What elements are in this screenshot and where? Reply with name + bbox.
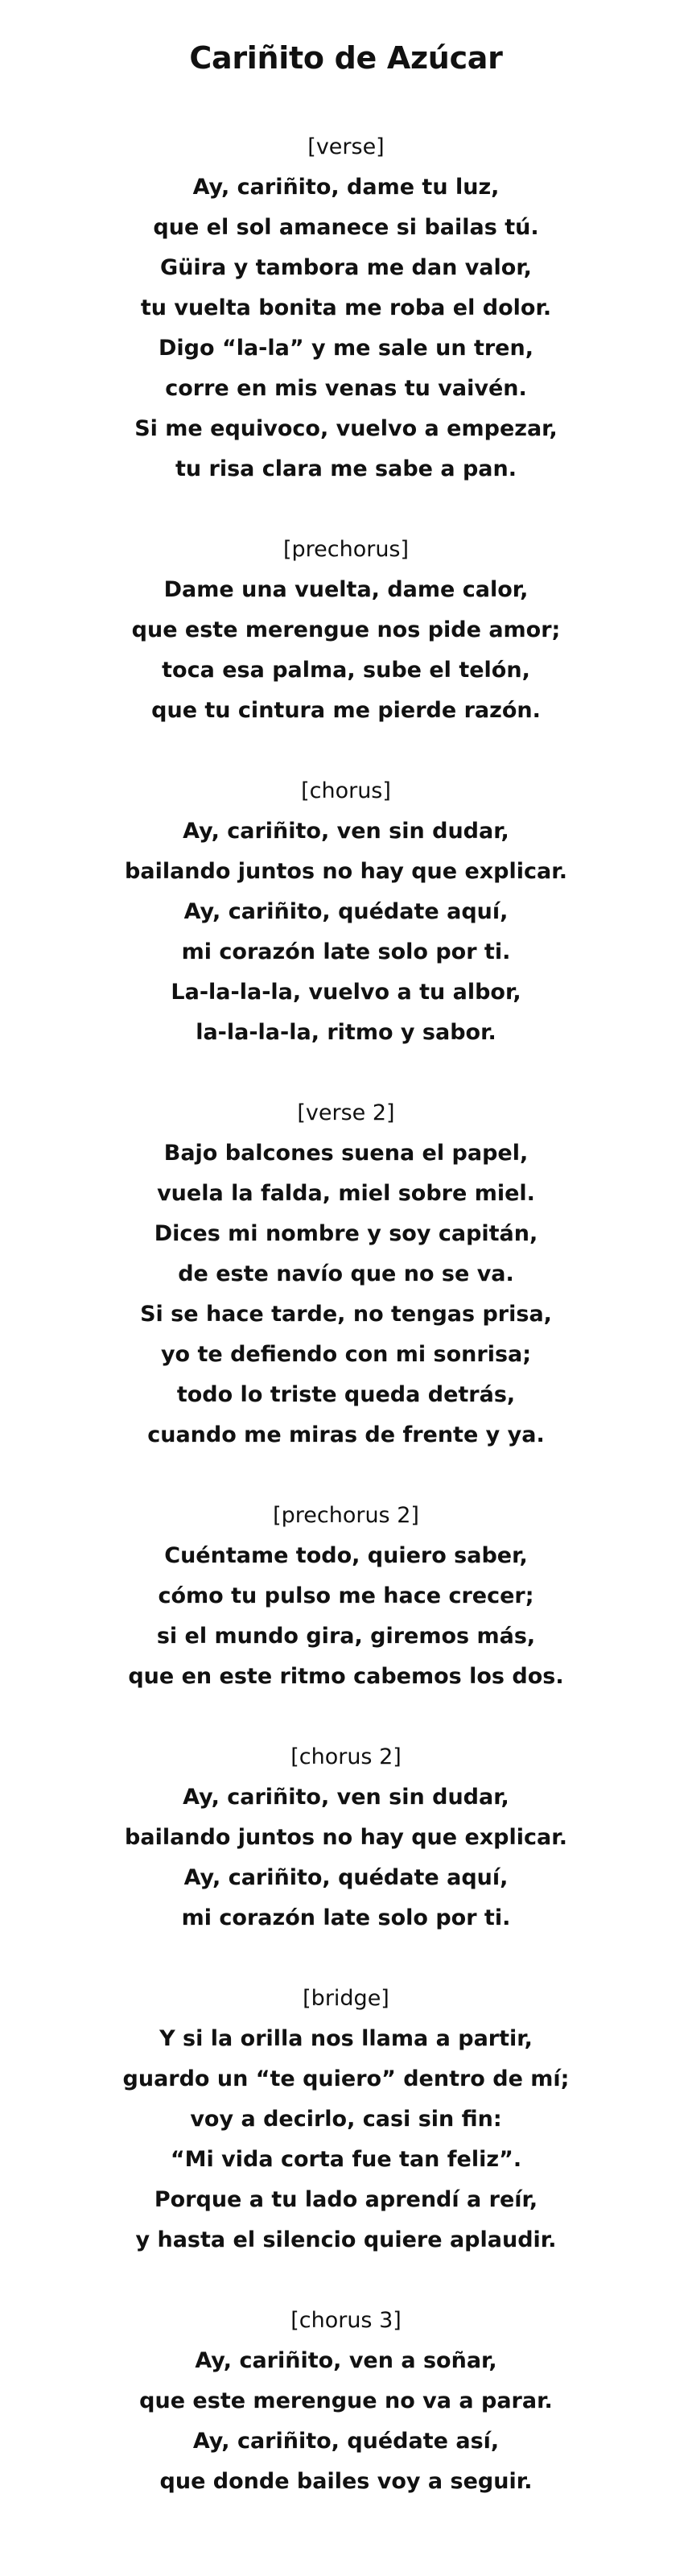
lyrics-section bbox=[0, 1979, 692, 2260]
lyric-line: Ay, cariñito, ven a soñar, bbox=[195, 2348, 497, 2373]
lyric-line: Güira y tambora me dan valor, bbox=[160, 255, 532, 280]
lyric-line: voy a decirlo, casi sin fin: bbox=[190, 2107, 502, 2132]
lyric-line: Si me equivoco, vuelvo a empezar, bbox=[134, 416, 558, 441]
lyric-line: si el mundo gira, giremos más, bbox=[156, 1624, 536, 1649]
lyric-line: que este merengue no va a parar. bbox=[139, 2388, 553, 2413]
lyric-line: cuando me miras de frente y ya. bbox=[147, 1422, 545, 1447]
lyric-line: “Mi vida corta fue tan feliz”. bbox=[170, 2147, 522, 2172]
lyric-line: tu risa clara me sabe a pan. bbox=[175, 456, 517, 481]
lyric-line: Ay, cariñito, dame tu luz, bbox=[192, 175, 500, 200]
lyrics-section bbox=[0, 1496, 692, 1697]
lyric-line: Dices mi nombre y soy capitán, bbox=[154, 1221, 538, 1246]
section-label: [chorus 2] bbox=[290, 1744, 402, 1769]
section-label: [verse 2] bbox=[297, 1100, 395, 1125]
lyric-line: de este navío que no se va. bbox=[178, 1261, 514, 1286]
section-label: [chorus 3] bbox=[290, 2308, 402, 2333]
lyric-line: Porque a tu lado aprendí a reír, bbox=[154, 2187, 538, 2212]
lyrics-section bbox=[0, 530, 692, 731]
lyrics-section bbox=[0, 1737, 692, 1938]
lyrics-section bbox=[0, 127, 692, 489]
section-label: [bridge] bbox=[303, 1986, 389, 2011]
lyric-line: Ay, cariñito, quédate aquí, bbox=[183, 899, 509, 924]
lyric-line: mi corazón late solo por ti. bbox=[181, 1905, 511, 1930]
lyric-line: La-la-la-la, vuelvo a tu albor, bbox=[171, 980, 521, 1005]
lyrics-section bbox=[0, 771, 692, 1053]
lyric-line: que este merengue nos pide amor; bbox=[131, 617, 561, 642]
lyric-line: Cuéntame todo, quiero saber, bbox=[164, 1543, 528, 1568]
song-title: Cariñito de Azúcar bbox=[189, 40, 503, 76]
lyric-line: Ay, cariñito, quédate así, bbox=[192, 2429, 500, 2454]
lyric-line: bailando juntos no hay que explicar. bbox=[125, 859, 567, 884]
lyric-line: cómo tu pulso me hace crecer; bbox=[158, 1583, 534, 1608]
lyrics-section bbox=[0, 2301, 692, 2502]
lyric-line: la-la-la-la, ritmo y sabor. bbox=[196, 1020, 496, 1045]
lyric-line: guardo un “te quiero” dentro de mí; bbox=[122, 2066, 570, 2091]
lyrics-body bbox=[0, 127, 692, 2502]
section-label: [prechorus] bbox=[282, 537, 410, 562]
lyric-line: Bajo balcones suena el papel, bbox=[163, 1141, 529, 1166]
lyric-line: Ay, cariñito, quédate aquí, bbox=[183, 1865, 509, 1890]
lyric-line: mi corazón late solo por ti. bbox=[181, 939, 511, 964]
lyric-line: que donde bailes voy a seguir. bbox=[159, 2469, 533, 2494]
lyric-line: Ay, cariñito, ven sin dudar, bbox=[183, 1785, 509, 1810]
lyric-line: yo te defiendo con mi sonrisa; bbox=[160, 1342, 532, 1367]
section-label: [chorus] bbox=[301, 778, 391, 803]
lyric-line: que tu cintura me pierde razón. bbox=[151, 698, 541, 723]
lyric-line: vuela la falda, miel sobre miel. bbox=[157, 1181, 535, 1206]
lyric-line: toca esa palma, sube el telón, bbox=[162, 658, 530, 683]
lyric-line: todo lo triste queda detrás, bbox=[176, 1382, 516, 1407]
lyric-line: Dame una vuelta, dame calor, bbox=[163, 577, 529, 602]
lyric-line: que el sol amanece si bailas tú. bbox=[153, 215, 539, 240]
lyric-line: Y si la orilla nos llama a partir, bbox=[159, 2026, 533, 2051]
lyric-line: Ay, cariñito, ven sin dudar, bbox=[183, 819, 509, 844]
section-label: [prechorus 2] bbox=[273, 1503, 419, 1528]
lyric-line: Si se hace tarde, no tengas prisa, bbox=[140, 1302, 552, 1327]
lyric-line: y hasta el silencio quiere aplaudir. bbox=[135, 2227, 557, 2252]
lyric-line: Digo “la-la” y me sale un tren, bbox=[159, 336, 533, 361]
lyric-line: corre en mis venas tu vaivén. bbox=[165, 376, 527, 401]
section-label: [verse] bbox=[307, 134, 385, 159]
lyrics-section bbox=[0, 1093, 692, 1455]
lyric-line: bailando juntos no hay que explicar. bbox=[125, 1825, 567, 1850]
lyric-line: tu vuelta bonita me roba el dolor. bbox=[140, 295, 552, 320]
lyric-line: que en este ritmo cabemos los dos. bbox=[128, 1664, 564, 1689]
